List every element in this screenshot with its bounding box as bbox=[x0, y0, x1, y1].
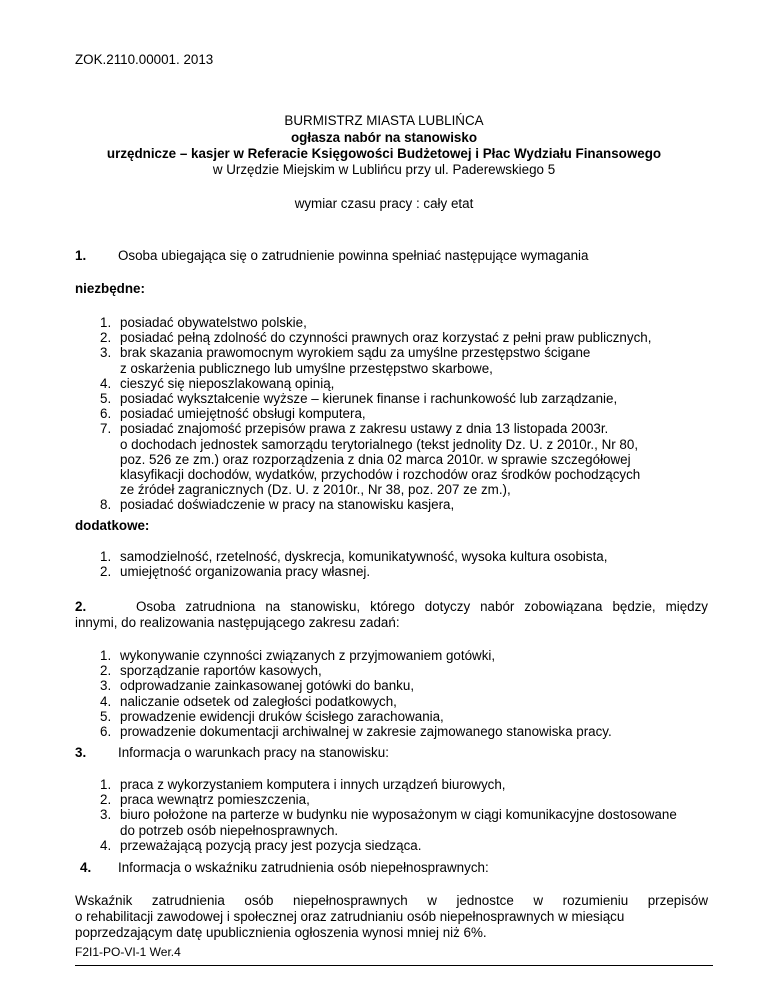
additional-label: dodatkowe: bbox=[75, 518, 150, 533]
list-item bbox=[100, 724, 612, 739]
list-item bbox=[100, 694, 612, 709]
list-item-text: cieszyć się nieposzlakowaną opinią, bbox=[120, 375, 335, 391]
list-item bbox=[100, 777, 677, 792]
list-item bbox=[100, 391, 651, 406]
section2-intro bbox=[75, 599, 708, 614]
list-item bbox=[100, 315, 651, 330]
list-item bbox=[100, 648, 612, 663]
list-item-text: umiejętność organizowania pracy własnej. bbox=[120, 564, 371, 580]
list-item-text: praca z wykorzystaniem komputera i innych urządzeń biurowych, bbox=[120, 777, 506, 792]
list-item-text: z oskarżenia publicznego lub umyślne przestępstwo skarbowe, bbox=[120, 360, 493, 376]
list-item bbox=[100, 564, 607, 579]
list-item-number: 7. bbox=[100, 421, 112, 437]
doc-reference: ZOK.2110.00001. 2013 bbox=[75, 52, 214, 67]
section3-title: Informacja o warunkach pracy na stanowisku: bbox=[118, 745, 389, 760]
list-item bbox=[100, 376, 651, 391]
list-item-number: 3. bbox=[100, 345, 112, 361]
list-item-number: 1. bbox=[100, 315, 112, 330]
list-item-text: prowadzenie dokumentacji archiwalnej w zakresie zajmowanego stanowiska pracy. bbox=[120, 724, 612, 740]
list-item-text: poz. 526 ze zm.) oraz rozporządzenia z dnia 02 marca 2010r. w sprawie szczegółowej bbox=[120, 451, 631, 467]
list-item bbox=[100, 792, 677, 807]
list-item-number: 4. bbox=[100, 837, 112, 853]
list-item bbox=[100, 549, 607, 564]
footer-divider bbox=[75, 965, 713, 966]
header-announcement: ogłasza nabór na stanowisko bbox=[290, 130, 478, 145]
list-item-text: przeważającą pozycją pracy jest pozycja siedząca. bbox=[120, 837, 422, 853]
list-item-text: klasyfikacji dochodów, wydatków, przychodów i rozchodów oraz środków pochodzących bbox=[120, 467, 641, 483]
list-item-number: 2. bbox=[100, 564, 112, 580]
list-item bbox=[100, 497, 651, 512]
list-item bbox=[100, 838, 677, 853]
list-item-number: 1. bbox=[100, 549, 112, 564]
section4-para-line1: Wskaźnik zatrudnienia osób niepełnosprawnych w jednostce w rozumieniu przepisów bbox=[75, 893, 708, 908]
required-label: niezbędne: bbox=[75, 281, 145, 296]
required-list bbox=[100, 315, 651, 513]
list-item bbox=[100, 345, 651, 360]
list-item-text: posiadać znajomość przepisów prawa z zakresu ustawy z dnia 13 listopada 2003r. bbox=[120, 421, 609, 437]
list-item-number: 2. bbox=[100, 663, 112, 679]
list-item-text: naliczanie odsetek od zaległości podatkowych, bbox=[120, 693, 397, 709]
list-item-number: 5. bbox=[100, 708, 112, 724]
list-item-text: posiadać doświadczenie w pracy na stanowisku kasjera, bbox=[120, 497, 455, 513]
list-item-number: 6. bbox=[100, 724, 112, 740]
header-office: w Urzędzie Miejskim w Lublińcu przy ul. Paderewskiego 5 bbox=[212, 162, 556, 177]
list-item bbox=[100, 709, 612, 724]
list-item-text: odprowadzanie zainkasowanej gotówki do banku, bbox=[120, 678, 415, 694]
list-item-continuation bbox=[100, 482, 651, 497]
list-item bbox=[100, 421, 651, 436]
list-item bbox=[100, 807, 677, 822]
conditions-list bbox=[100, 777, 677, 853]
list-item bbox=[100, 406, 651, 421]
list-item-number: 4. bbox=[100, 375, 112, 391]
list-item-continuation bbox=[100, 823, 677, 838]
list-item bbox=[100, 663, 612, 678]
section2-intro-line1: Osoba zatrudniona na stanowisku, którego dotyczy nabór zobowiązana będzie, między bbox=[135, 599, 708, 614]
list-item-text: posiadać wykształcenie wyższe – kierunek finanse i rachunkowość lub zarządzanie, bbox=[120, 391, 618, 407]
list-item-continuation bbox=[100, 437, 651, 452]
list-item-number: 6. bbox=[100, 406, 112, 422]
list-item-text: posiadać pełną zdolność do czynności prawnych oraz korzystać z pełni praw publicznych, bbox=[120, 330, 652, 346]
list-item-text: ze źródeł zagranicznych (Dz. U. z 2010r., Nr 38, poz. 207 ze zm.), bbox=[120, 482, 511, 498]
list-item-number: 5. bbox=[100, 391, 112, 407]
header-issuer: BURMISTRZ MIASTA LUBLIŃCA bbox=[284, 113, 484, 128]
list-item-number: 1. bbox=[100, 777, 112, 792]
list-item-text: praca wewnątrz pomieszczenia, bbox=[120, 792, 310, 808]
section4-para-line3: poprzedzającym datę upublicznienia ogłoszenia wynosi mniej niż 6%. bbox=[75, 925, 487, 940]
section3-number: 3. bbox=[75, 745, 87, 760]
additional-list bbox=[100, 549, 607, 579]
list-item-text: prowadzenie ewidencji druków ścisłego zarachowania, bbox=[120, 708, 444, 724]
list-item-text: sporządzanie raportów kasowych, bbox=[120, 663, 322, 679]
section4-para-line2: o rehabilitacji zawodowej i społecznej oraz zatrudnianiu osób niepełnosprawnych w miesiącu bbox=[75, 909, 625, 924]
list-item-number: 3. bbox=[100, 807, 112, 823]
list-item bbox=[100, 330, 651, 345]
list-item-text: brak skazania prawomocnym wyrokiem sądu za umyślne przestępstwo ścigane bbox=[120, 345, 591, 361]
section1-number: 1. bbox=[75, 248, 87, 263]
list-item-text: wykonywanie czynności związanych z przyjmowaniem gotówki, bbox=[120, 648, 496, 663]
footer-code: F2I1-PO-VI-1 Wer.4 bbox=[75, 945, 181, 959]
list-item-continuation bbox=[100, 467, 651, 482]
list-item-text: do potrzeb osób niepełnosprawnych. bbox=[120, 822, 339, 838]
header-position: urzędnicze – kasjer w Referacie Księgowości Budżetowej i Płac Wydziału Finansowego bbox=[106, 146, 662, 161]
list-item-text: o dochodach jednostek samorządu terytorialnego (tekst jednolity Dz. U. z 2010r., Nr 80, bbox=[120, 436, 639, 452]
list-item-number: 1. bbox=[100, 648, 112, 663]
list-item-text: posiadać umiejętność obsługi komputera, bbox=[120, 406, 366, 422]
list-item bbox=[100, 678, 612, 693]
tasks-list bbox=[100, 648, 612, 739]
list-item-continuation bbox=[100, 361, 651, 376]
list-item-continuation bbox=[100, 452, 651, 467]
section4-title: Informacja o wskaźniku zatrudnienia osób niepełnosprawnych: bbox=[118, 860, 489, 875]
section2-number: 2. bbox=[75, 599, 87, 614]
list-item-number: 8. bbox=[100, 497, 112, 513]
list-item-number: 2. bbox=[100, 330, 112, 346]
section1-title: Osoba ubiegająca się o zatrudnienie powinna spełniać następujące wymagania bbox=[118, 248, 589, 263]
work-time: wymiar czasu pracy : cały etat bbox=[294, 196, 474, 211]
list-item-text: biuro położone na parterze w budynku nie wyposażonym w ciągi komunikacyjne dostosowane bbox=[120, 807, 677, 823]
list-item-number: 4. bbox=[100, 693, 112, 709]
section4-number: 4. bbox=[80, 860, 92, 875]
list-item-text: samodzielność, rzetelność, dyskrecja, komunikatywność, wysoka kultura osobista, bbox=[120, 549, 608, 564]
list-item-text: posiadać obywatelstwo polskie, bbox=[120, 315, 307, 330]
section2-intro-line2: innymi, do realizowania następującego zakresu zadań: bbox=[75, 615, 400, 630]
list-item-number: 2. bbox=[100, 792, 112, 808]
list-item-number: 3. bbox=[100, 678, 112, 694]
